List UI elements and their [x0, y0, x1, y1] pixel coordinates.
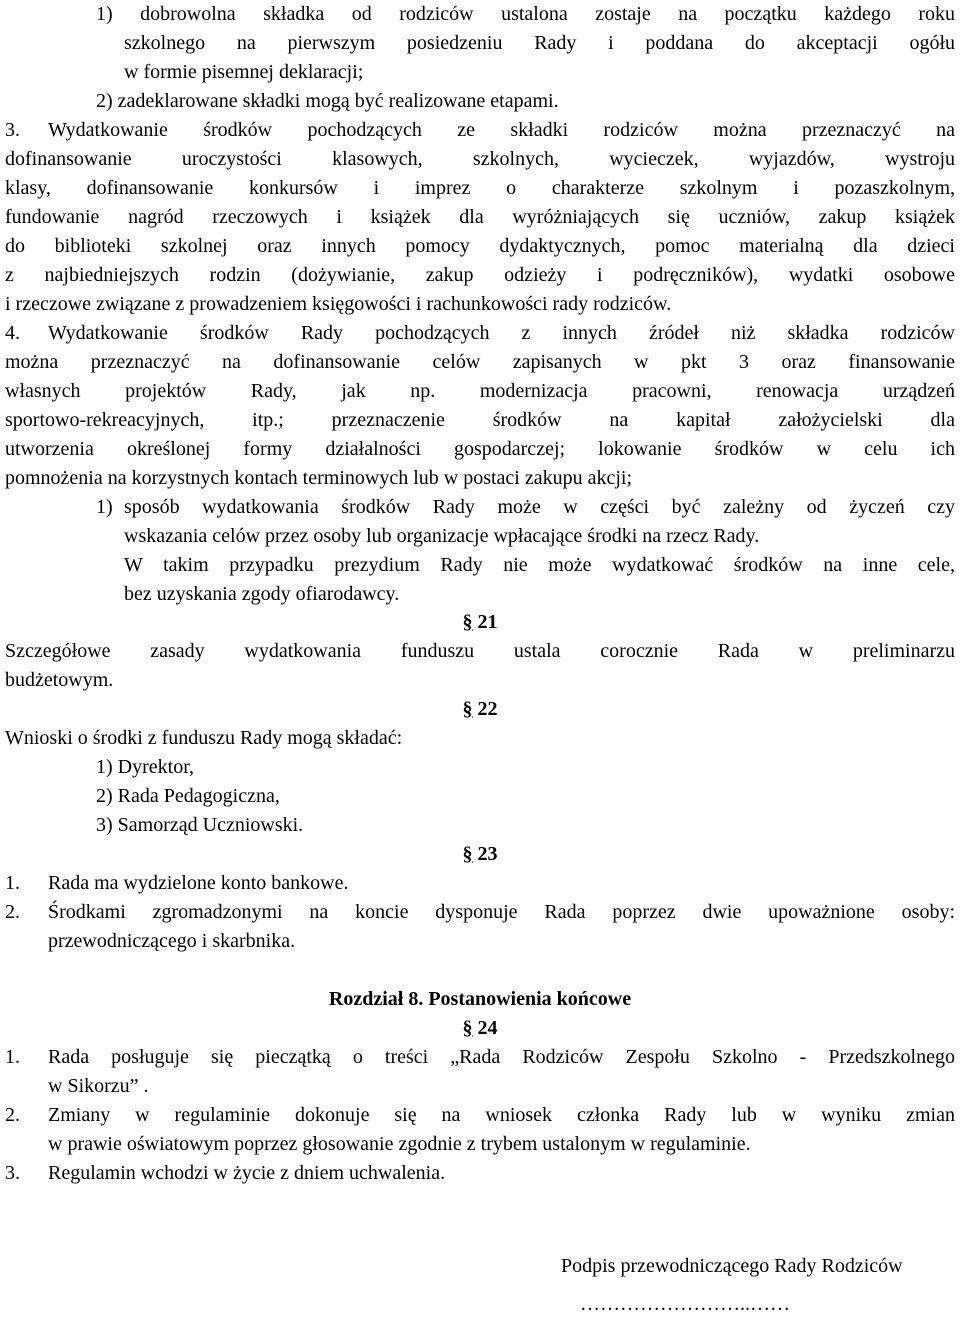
point-4-number: 4. [5, 322, 20, 344]
section-23-p1-number: 1. [5, 872, 20, 894]
text-line: własnych projektów Rady, jak np. modernizacja pracowni, renowacja urządzeń [5, 380, 955, 402]
point-4-line-1 [48, 319, 955, 348]
text-line: Szczegółowe zasady wydatkowania funduszu ustala corocznie Rada w preliminarzu [5, 640, 955, 662]
text-line: do biblioteki szkolnej oraz innych pomocy dydaktycznych, pomoc materialną dla dzieci [5, 235, 955, 257]
point-4-sub-1 [124, 493, 955, 609]
text-line: Zmiany w regulaminie dokonuje się na wniosek członka Rady lub w wyniku zmian [48, 1104, 955, 1126]
text-line: fundowanie nagród rzeczowych i książek dla wyróżniających się uczniów, zakup książek [5, 206, 955, 228]
section-symbol: § [462, 698, 473, 720]
section-23-heading [0, 840, 960, 869]
section-23-p2 [48, 898, 955, 956]
section-24-p2 [48, 1101, 955, 1159]
text-line: budżetowym. [5, 669, 114, 691]
text-line: w prawie oświatowym poprzez głosowanie zgodnie z trybem ustalonym w regulaminie. [48, 1133, 751, 1155]
point-3-number: 3. [5, 119, 20, 141]
chapter-title: Rozdział 8. Postanowienia końcowe [328, 988, 632, 1010]
text-line: sposób wydatkowania środków Rady może w części być zależny od życzeń czy [124, 496, 955, 518]
section-21-body [5, 637, 955, 695]
section-symbol: § [462, 843, 473, 865]
text-line: szkolnego na pierwszym posiedzeniu Rady i poddana do akceptacji ogółu [124, 32, 955, 54]
subitem-1-line-3: w formie pisemnej deklaracji; [124, 61, 364, 83]
section-22-item-3: 3) Samorząd Uczniowski. [96, 814, 304, 836]
point-4-sub-1-number: 1) [96, 496, 113, 518]
section-symbol: § [462, 611, 473, 633]
section-22-intro: Wnioski o środki z funduszu Rady mogą składać: [5, 727, 403, 749]
point-3-line-1 [48, 116, 955, 145]
text-line: sportowo-rekreacyjnych, itp.; przeznaczenie środków na kapitał założycielski dla [5, 409, 955, 431]
section-24-p3: Regulamin wchodzi w życie z dniem uchwalenia. [48, 1162, 446, 1184]
section-22-heading [0, 695, 960, 724]
subitem-1-line-2 [124, 29, 955, 58]
section-23-p1: Rada ma wydzielone konto bankowe. [48, 872, 349, 894]
text-line: z najbiedniejszych rodzin (dożywianie, zakup odzieży i podręczników), wydatki osobowe [5, 264, 955, 286]
text-line: bez uzyskania zgody ofiarodawcy. [124, 583, 400, 605]
text-line: dofinansowanie uroczystości klasowych, szkolnych, wycieczek, wyjazdów, wystroju [5, 148, 955, 170]
subitem-1-line-1 [96, 0, 955, 29]
text-line: klasy, dofinansowanie konkursów i imprez o charakterze szkolnym i pozaszkolnym, [5, 177, 955, 199]
text-line: można przeznaczyć na dofinansowanie celów zapisanych w pkt 3 oraz finansowanie [5, 351, 955, 373]
section-22-item-1: 1) Dyrektor, [96, 756, 195, 778]
subitem-2: 2) zadeklarowane składki mogą być realizowane etapami. [96, 90, 559, 112]
text-line: w Sikorzu” . [48, 1075, 149, 1097]
text-line: i rzeczowe związane z prowadzeniem księgowości i rachunkowości rady rodziców. [5, 293, 672, 315]
section-24-p2-number: 2. [5, 1104, 20, 1126]
text-line: Rada posługuje się pieczątką o treści „Rada Rodziców Zespołu Szkolno - Przedszkolnego [48, 1046, 955, 1068]
section-number: 23 [477, 843, 498, 865]
signature-dots: ……………………..…… [580, 1293, 790, 1315]
section-23-p2-number: 2. [5, 901, 20, 923]
section-symbol: § [462, 1017, 473, 1039]
text-line: W takim przypadku prezydium Rady nie może wydatkować środków na inne cele, [124, 554, 955, 576]
text-line: pomnożenia na korzystnych kontach terminowych lub w postaci zakupu akcji; [5, 467, 633, 489]
text-line: wskazania celów przez osoby lub organizacje wpłacające środki na rzecz Rady. [124, 525, 760, 547]
section-22-item-2: 2) Rada Pedagogiczna, [96, 785, 280, 807]
text-line: Wydatkowanie środków pochodzących ze składki rodziców można przeznaczyć na [48, 119, 955, 141]
text-line: Środkami zgromadzonymi na koncie dysponuje Rada poprzez dwie upoważnione osoby: [48, 901, 955, 923]
text-line: przewodniczącego i skarbnika. [48, 930, 296, 952]
section-24-heading [0, 1014, 960, 1043]
section-24-p1 [48, 1043, 955, 1101]
point-4-body [5, 348, 955, 493]
text-line: Wydatkowanie środków Rady pochodzących z innych źródeł niż składka rodziców [48, 322, 955, 344]
section-24-p1-number: 1. [5, 1046, 20, 1068]
text-line: 1) dobrowolna składka od rodziców ustalona zostaje na początku każdego roku [96, 3, 955, 25]
point-3-body [5, 145, 955, 319]
section-24-p3-number: 3. [5, 1162, 20, 1184]
text-line: utworzenia określonej formy działalności gospodarczej; lokowanie środków w celu ich [5, 438, 955, 460]
signature-label: Podpis przewodniczącego Rady Rodziców [561, 1255, 903, 1277]
section-21-heading [0, 608, 960, 637]
section-number: 24 [477, 1017, 498, 1039]
section-number: 21 [477, 611, 498, 633]
section-number: 22 [477, 698, 498, 720]
